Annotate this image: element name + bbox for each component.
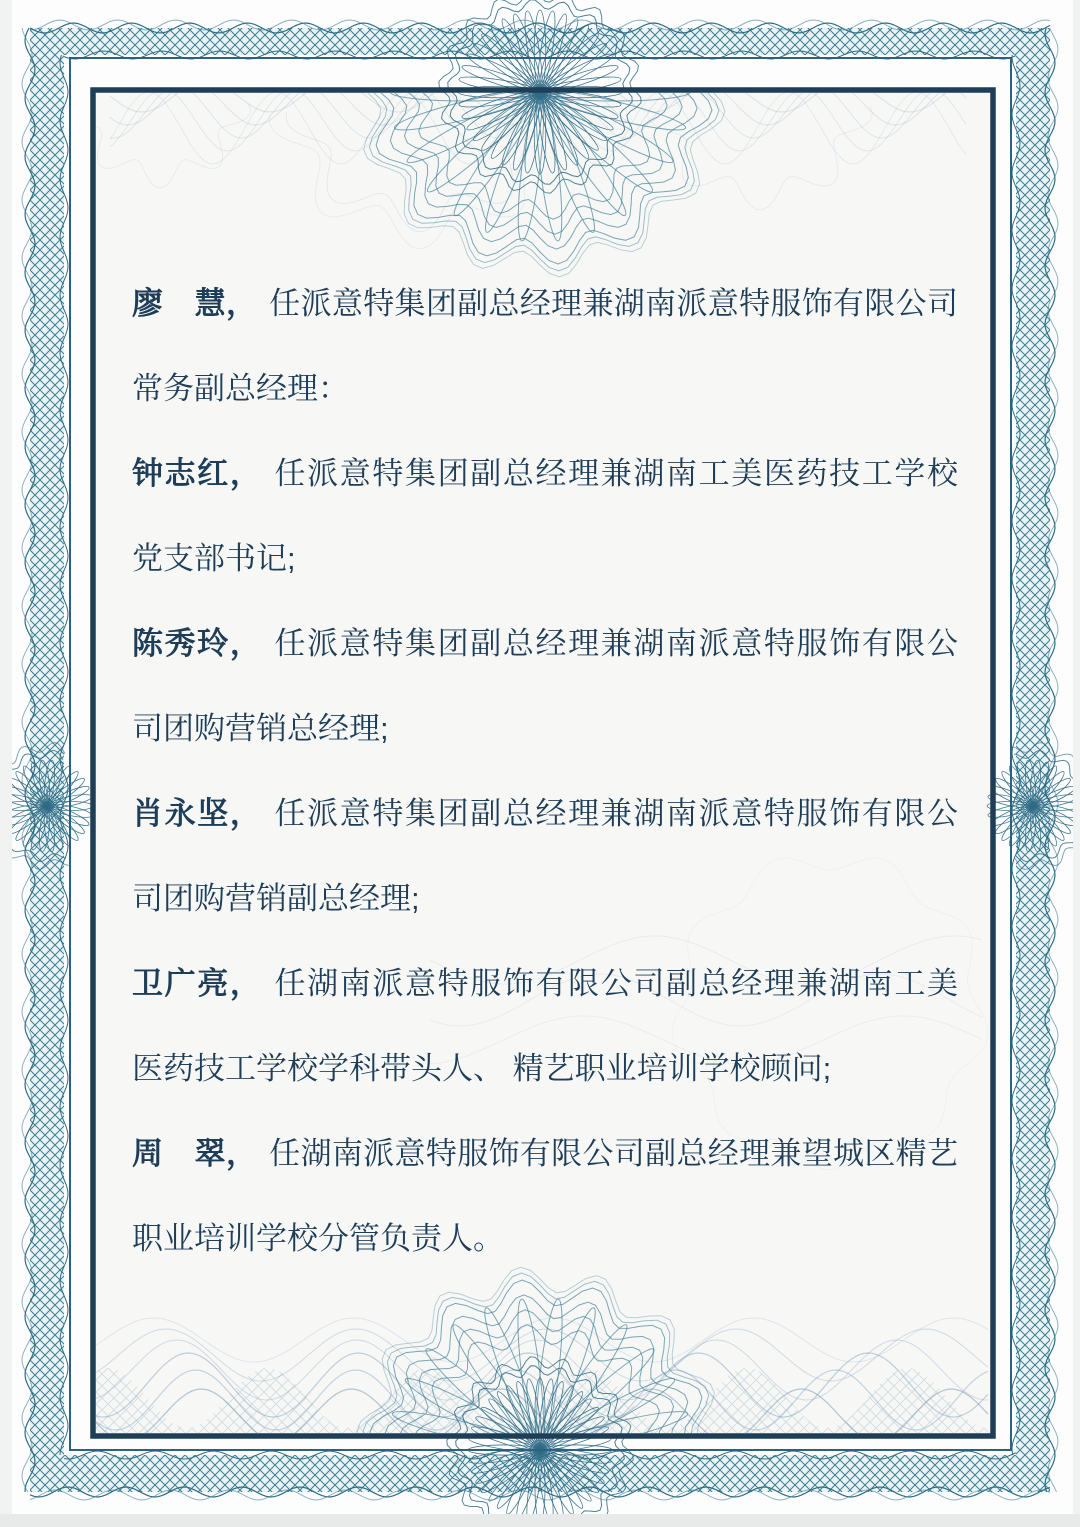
text-line [132, 516, 958, 601]
text-line [132, 431, 958, 516]
appointee-name: 钟志红， [132, 456, 263, 491]
appointment-text: 常务副总经理： [132, 371, 349, 406]
appointment-text: 任湖南派意特服饰有限公司副总经理兼望城区精艺 [269, 1136, 958, 1171]
text-line [132, 686, 958, 771]
appointment-text: 任湖南派意特服饰有限公司副总经理兼湖南工美 [274, 966, 958, 1001]
appointee-name: 陈秀玲， [132, 626, 263, 661]
appointee-name: 肖永坚， [132, 796, 263, 831]
appointment-text: 任派意特集团副总经理兼湖南工美医药技工学校 [274, 456, 958, 491]
appointment-text: 医药技工学校学科带头人、 精艺职业培训学校顾问; [132, 1051, 832, 1086]
certificate-text [132, 261, 958, 1281]
appointment-text: 职业培训学校分管负责人。 [132, 1221, 504, 1256]
text-line [132, 941, 958, 1026]
appointment-text: 任派意特集团副总经理兼湖南派意特服饰有限公 [274, 626, 958, 661]
appointment-text: 党支部书记; [132, 541, 296, 576]
text-line [132, 1111, 958, 1196]
appointment-text: 司团购营销总经理; [132, 711, 389, 746]
text-line [132, 1026, 958, 1111]
appointment-text: 司团购营销副总经理; [132, 881, 420, 916]
text-line [132, 261, 958, 346]
text-line [132, 856, 958, 941]
text-line [132, 771, 958, 856]
text-line [132, 1196, 958, 1281]
appointee-name: 周 翠， [132, 1136, 258, 1171]
appointment-text: 任派意特集团副总经理兼湖南派意特服饰有限公 [274, 796, 958, 831]
text-line [132, 601, 958, 686]
appointee-name: 卫广亮， [132, 966, 263, 1001]
appointee-name: 廖 慧， [132, 286, 258, 321]
text-line [132, 346, 958, 431]
appointment-text: 任派意特集团副总经理兼湖南派意特服饰有限公司 [269, 286, 958, 321]
